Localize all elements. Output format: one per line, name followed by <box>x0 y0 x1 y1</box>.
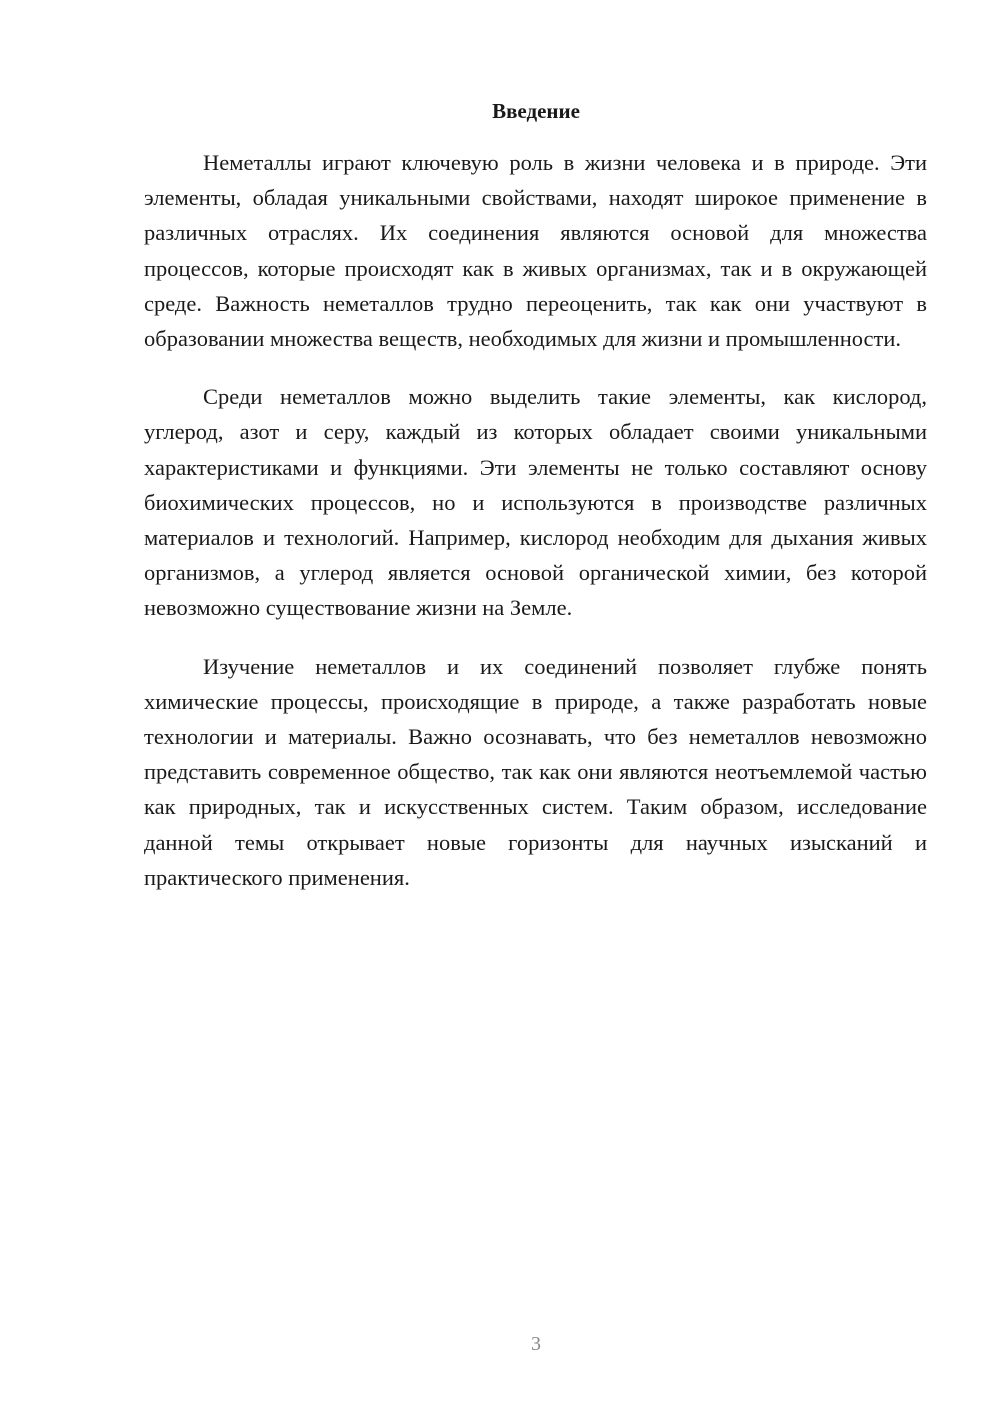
paragraph-2: Среди неметаллов можно выделить такие элементы, как кислород, углерод, азот и серу, каждый из которых обладает своими уникальными характеристиками и функциями. Эти элементы не только составляют основу биохимических процессов, но и используются в производстве различных материалов и технологий. Например, кислород необходим для дыхания живых организмов, а углерод является основой органической химии, без которой невозможно существование жизни на Земле. <box>144 384 927 621</box>
page-number: 3 <box>531 1333 541 1355</box>
body-text <box>144 145 927 918</box>
section-title: Введение <box>492 99 580 123</box>
paragraph-3: Изучение неметаллов и их соединений позволяет глубже понять химические процессы, происходящие в природе, а также разработать новые технологии и материалы. Важно осознавать, что без неметаллов невозможно представить современное общество, так как они являются неотъемлемой частью как природных, так и искусственных систем. Таким образом, исследование данной темы открывает новые горизонты для научных изысканий и практического применения. <box>144 653 927 890</box>
paragraph-1: Неметаллы играют ключевую роль в жизни человека и в природе. Эти элементы, обладая уникальными свойствами, находят широкое применение в различных отраслях. Их соединения являются основой для множества процессов, которые происходят как в живых организмах, так и в окружающей среде. Важность неметаллов трудно переоценить, так как они участвуют в образовании множества веществ, необходимых для жизни и промышленности. <box>144 150 927 352</box>
